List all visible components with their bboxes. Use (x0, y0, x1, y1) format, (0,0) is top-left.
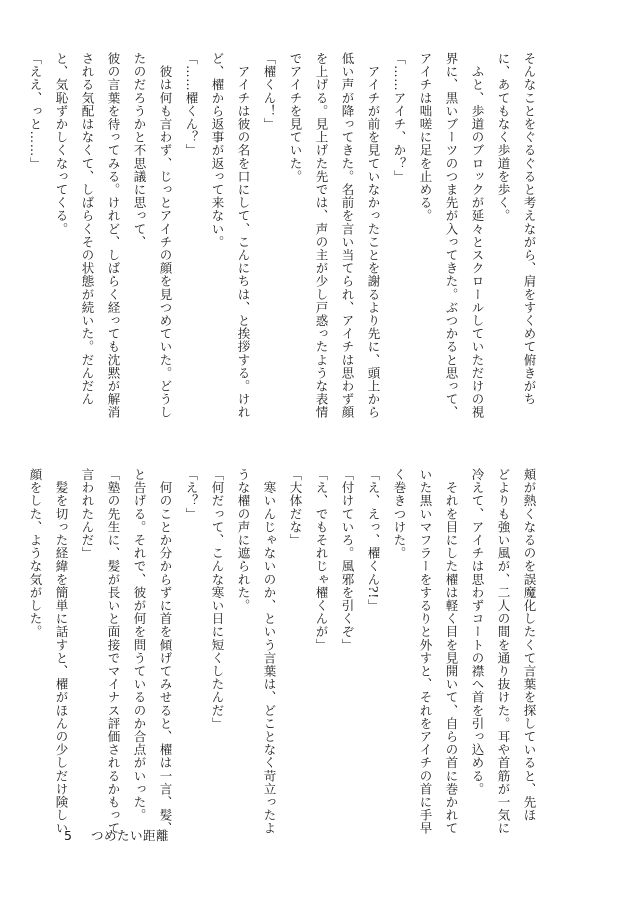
text-line: 「え、えっ、櫂くん?!」 (366, 468, 381, 612)
text-line: 彼は何も言わず、じっとアイチの顔を見つめていた。どうし (158, 52, 173, 419)
text-block-bottom (22, 468, 542, 835)
text-line: いた黒いマフラーをするりと外すと、それをアイチの首に手早 (418, 468, 433, 835)
text-line: 「塾の先生に、髪が長いと面接でマイナス評価されるかもって (106, 468, 121, 835)
text-line: でアイチを見ていた。 (288, 52, 303, 183)
text-line: 「ええ、っと……」 (28, 52, 43, 170)
text-line: に、あてもなく歩道を歩く。 (496, 52, 511, 223)
page-number: 5 (64, 828, 73, 843)
text-line: 髪を切った経緯を簡単に話すと、櫂がほんの少しだけ険しい (54, 468, 69, 835)
text-line: アイチが前を見ていなかったことを謝るより先に、頭上から (366, 52, 381, 419)
text-line: それを目にした櫂は軽く目を見開いて、自らの首に巻かれて (444, 468, 459, 835)
text-line: を上げる。見上げた先では、声の主が少し戸惑ったような表情 (314, 52, 329, 419)
text-line: 「櫂くん！」 (262, 52, 277, 131)
text-line: 「え、でもそれじゃ櫂くんが」 (314, 468, 329, 652)
text-line: 「何だって、こんな寒い日に短くしたんだ」 (210, 468, 225, 730)
text-line: 「大体だな」 (288, 468, 303, 547)
page-footer (64, 826, 183, 844)
text-line: 低い声が降ってきた。名前を言い当てられ、アイチは思わず顔 (340, 52, 355, 419)
text-line: く巻きつけた。 (392, 468, 407, 560)
text-line: 言われたんだ」 (80, 468, 95, 560)
text-line: うな櫂の声に遮られた。 (236, 468, 251, 613)
text-line: 界に、黒いブーツのつま先が入ってきた。ぶつかると思って、 (444, 52, 459, 419)
text-line: される気配はなくて、しばらくその状態が続いた。だんだん (80, 52, 95, 406)
text-line: 彼の言葉を待ってみる。けれど、しばらく経っても沈黙が解消 (106, 52, 121, 419)
text-block-top (22, 52, 542, 419)
text-line: どよりも強い風が、二人の間を通り抜けた。耳や首筋が一気に (496, 468, 511, 835)
text-line: ど、櫂から返事が返って来ない。 (210, 52, 225, 249)
text-line: ふと、歩道のブロックが延々とスクロールしていただけの視 (470, 52, 485, 419)
text-line: 顔をした、ような気がした。 (28, 468, 43, 639)
text-line: 頬が熱くなるのを誤魔化したくて言葉を探していると、先ほ (522, 468, 537, 822)
text-line: 何のことか分からずに首を傾げてみせると、櫂は一言、髪、 (158, 468, 173, 835)
chapter-title: つめたい距離 (90, 828, 169, 843)
text-line: 「……アイチ、か？」 (392, 52, 407, 183)
text-line: たのだろうかと不思議に思って、 (132, 52, 147, 249)
text-line: 冷えて、アイチは思わずコートの襟へ首を引っ込める。 (470, 468, 485, 796)
text-line: と、気恥ずかしくなってくる。 (54, 52, 69, 236)
text-line: 「付けていろ。風邪を引くぞ」 (340, 468, 355, 652)
text-line: そんなことをぐるぐると考えながら、肩をすくめて俯きがち (522, 52, 537, 406)
text-line: 「え？」 (184, 468, 199, 521)
text-line: と告げる。それで、彼が何を問うているのか合点がいった。 (132, 468, 147, 822)
text-line: アイチは彼の名を口にして、こんにちは、と挨拶する。けれ (236, 52, 251, 419)
text-line: アイチは咄嗟に足を止める。 (418, 52, 433, 223)
text-line: 「……櫂くん？」 (184, 52, 199, 157)
text-line: 寒いんじゃないのか、という言葉は、どことなく苛立ったよ (262, 468, 277, 835)
